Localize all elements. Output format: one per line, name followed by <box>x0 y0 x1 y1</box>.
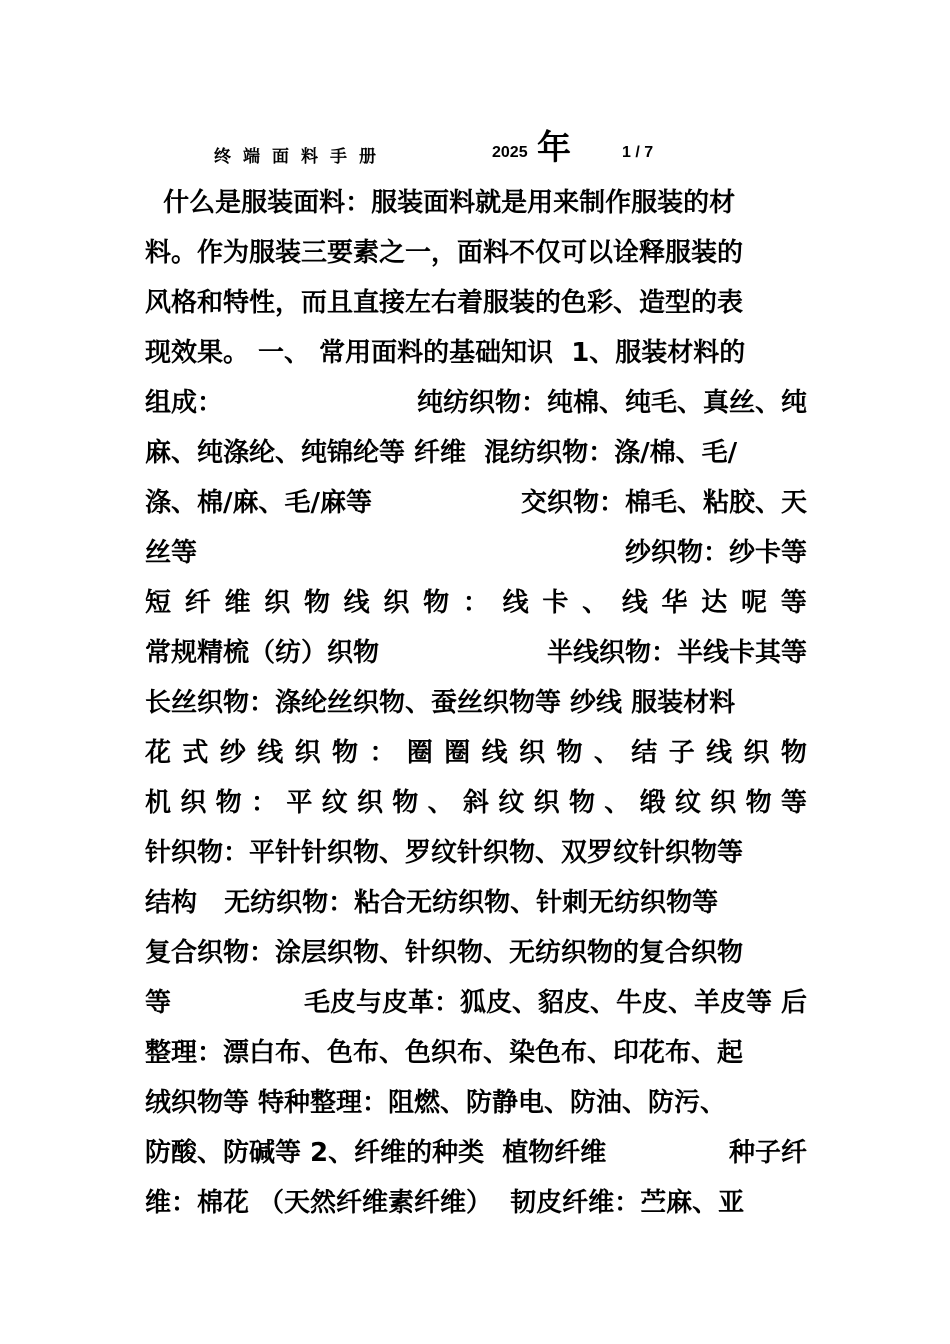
text-line <box>145 728 807 778</box>
text-segment: 斜 <box>462 788 489 818</box>
text-segment: 针织物：平针针织物、罗纹针织物、双罗纹针织物等 <box>145 838 744 868</box>
text-segment: 缎 <box>639 788 666 818</box>
text-segment: 花 <box>145 738 172 768</box>
text-line <box>145 1078 807 1128</box>
text-segment: 长丝织物：涤纶丝织物、蚕丝织物等 纱线 服装材料 <box>145 688 736 718</box>
text-segment: 织 <box>743 738 770 768</box>
text-segment: 毛皮与皮革：狐皮、貂皮、牛皮、羊皮等 后 <box>303 988 807 1018</box>
text-segment: 纤 <box>184 588 211 618</box>
text-segment: 线 <box>257 738 284 768</box>
text-segment: 织 <box>533 788 560 818</box>
text-segment: 卡 <box>542 588 569 618</box>
text-segment: 纹 <box>321 788 348 818</box>
text-segment: 线 <box>343 588 370 618</box>
text-segment: 、 <box>582 588 609 618</box>
text-line <box>145 578 807 628</box>
text-segment: 维：棉花 （天然纤维素纤维） 韧皮纤维：苎麻、亚 <box>145 1188 745 1218</box>
text-segment: 涤、棉/麻、毛/麻等 <box>145 488 372 518</box>
text-segment: 线 <box>706 738 733 768</box>
text-line <box>145 228 807 278</box>
text-segment: 线 <box>621 588 648 618</box>
text-segment: 短 <box>145 588 172 618</box>
text-segment: 线 <box>502 588 529 618</box>
text-segment: 纹 <box>674 788 701 818</box>
text-segment: 平 <box>286 788 313 818</box>
text-segment: 子 <box>668 738 695 768</box>
text-segment: 物 <box>568 788 595 818</box>
header-title: 终端面料手册 <box>214 147 388 167</box>
text-segment: 等 <box>145 988 172 1018</box>
text-line <box>145 1028 807 1078</box>
text-segment: 线 <box>481 738 508 768</box>
text-segment: 机 <box>145 788 172 818</box>
text-segment: 等 <box>780 788 807 818</box>
text-segment: 织 <box>383 588 410 618</box>
text-segment: 什么是服装面料：服装面料就是用来制作服装的材 <box>145 188 736 218</box>
text-segment: 丝等 <box>145 538 198 568</box>
header-year-char: 年 <box>537 128 571 168</box>
text-segment: 等 <box>780 588 807 618</box>
text-segment: 织 <box>356 788 383 818</box>
text-segment: ： <box>462 588 489 618</box>
text-segment: 物 <box>745 788 772 818</box>
text-segment: 半线织物：半线卡其等 <box>546 638 807 668</box>
text-segment: 整理：漂白布、色布、色织布、染色布、印花布、起 <box>145 1038 744 1068</box>
text-line <box>145 928 807 978</box>
text-line <box>145 1178 807 1228</box>
text-segment: 现效果。 一、 常用面料的基础知识 1、服装材料的 <box>145 338 746 368</box>
text-segment: 麻、纯涤纶、纯锦纶等 纤维 混纺织物：涤/棉、毛/ <box>145 438 738 468</box>
text-line <box>145 328 807 378</box>
text-line <box>145 378 807 428</box>
text-line <box>145 1128 807 1178</box>
text-segment: 物 <box>556 738 583 768</box>
text-segment: 、 <box>593 738 620 768</box>
text-segment: 结构 无纺织物：粘合无纺织物、针刺无纺织物等 <box>145 888 719 918</box>
body-text <box>145 178 807 1228</box>
text-line <box>145 528 807 578</box>
text-segment: 物 <box>392 788 419 818</box>
text-segment: 华 <box>661 588 688 618</box>
header-page-number: 1 / 7 <box>622 144 654 161</box>
header-year-number: 2025 <box>492 144 528 161</box>
text-line <box>145 778 807 828</box>
text-segment: 绒织物等 特种整理：阻燃、防静电、防油、防污、 <box>145 1088 727 1118</box>
text-line <box>145 878 807 928</box>
text-segment: ： <box>369 738 396 768</box>
text-segment: 物 <box>332 738 359 768</box>
text-segment: 织 <box>519 738 546 768</box>
text-segment: 、 <box>604 788 631 818</box>
text-line <box>145 428 807 478</box>
text-segment: ： <box>250 788 277 818</box>
text-segment: 纱织物：纱卡等 <box>624 538 807 568</box>
text-segment: 物 <box>215 788 242 818</box>
text-segment: 纹 <box>498 788 525 818</box>
page-header <box>0 128 950 172</box>
text-segment: 织 <box>180 788 207 818</box>
text-line <box>145 978 807 1028</box>
text-segment: 结 <box>631 738 658 768</box>
text-segment: 纱 <box>219 738 246 768</box>
text-line <box>145 628 807 678</box>
text-line <box>145 678 807 728</box>
text-segment: 料。作为服装三要素之一，面料不仅可以诠释服装的 <box>145 238 744 268</box>
text-segment: 组成： <box>145 388 224 418</box>
text-segment: 呢 <box>741 588 768 618</box>
text-line <box>145 828 807 878</box>
text-segment: 织 <box>710 788 737 818</box>
text-segment: 种子纤 <box>728 1138 807 1168</box>
text-segment: 纯纺织物：纯棉、纯毛、真丝、纯 <box>416 388 807 418</box>
text-segment: 织 <box>294 738 321 768</box>
text-segment: 物 <box>780 738 807 768</box>
text-segment: 达 <box>701 588 728 618</box>
text-line <box>145 178 807 228</box>
text-segment: 织 <box>264 588 291 618</box>
text-segment: 复合织物：涂层织物、针织物、无纺织物的复合织物 <box>145 938 744 968</box>
text-segment: 防酸、防碱等 2、纤维的种类 植物纤维 <box>145 1138 607 1168</box>
text-line <box>145 478 807 528</box>
text-segment: 圈 <box>406 738 433 768</box>
text-segment: 式 <box>182 738 209 768</box>
text-segment: 风格和特性，而且直接左右着服装的色彩、造型的表 <box>145 288 744 318</box>
text-segment: 物 <box>423 588 450 618</box>
text-segment: 物 <box>303 588 330 618</box>
text-segment: 交织物：棉毛、粘胶、天 <box>520 488 807 518</box>
text-segment: 圈 <box>444 738 471 768</box>
text-segment: 常规精梳（纺）织物 <box>145 638 380 668</box>
text-segment: 维 <box>224 588 251 618</box>
text-line <box>145 278 807 328</box>
text-segment: 、 <box>427 788 454 818</box>
